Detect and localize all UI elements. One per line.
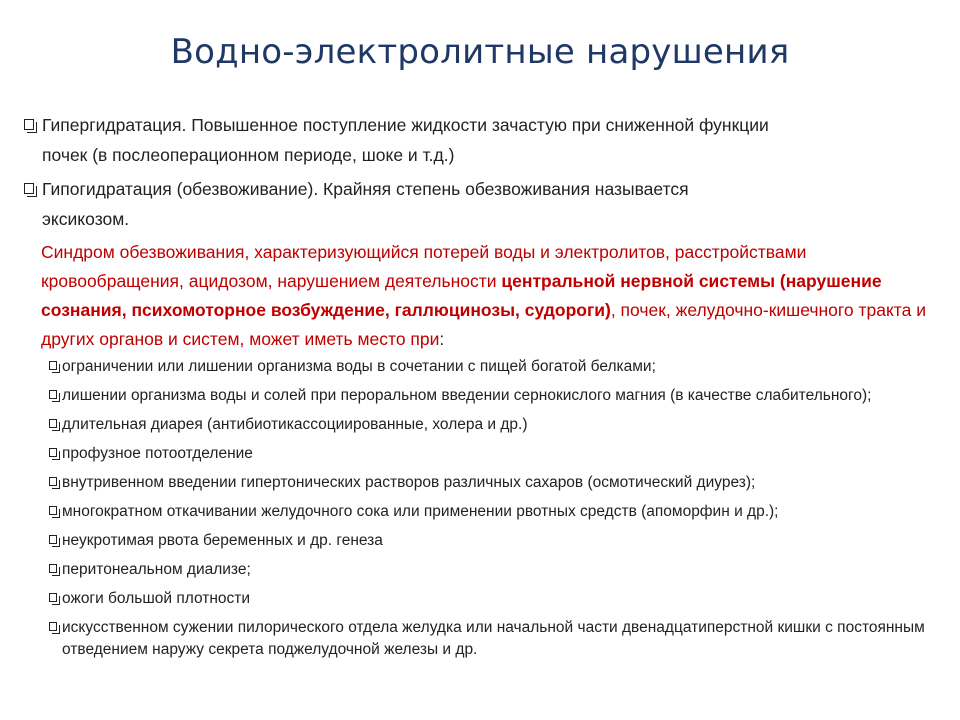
list-item — [48, 472, 947, 494]
bullet-text-line2: эксикозом. — [42, 209, 130, 229]
bullet-hypohydration — [22, 174, 947, 234]
checkbox-bullet-icon — [49, 564, 57, 573]
list-item-text: перитонеальном диализе; — [62, 561, 251, 578]
list-item-text: ограничении или лишении организма воды в сочетании с пищей богатой белками; — [62, 358, 656, 375]
checkbox-bullet-icon — [24, 119, 34, 130]
checkbox-bullet-icon — [49, 593, 57, 602]
list-item — [48, 559, 947, 581]
bullet-text-line1: Гипергидратация. Повышенное поступление жидкости зачастую при сниженной функции — [42, 115, 769, 135]
causes-list — [48, 356, 947, 661]
list-item-text: длительная диарея (антибиотикассоциированные, холера и др.) — [62, 416, 528, 433]
list-item — [48, 501, 947, 523]
bullet-text-line2: почек (в послеоперационном периоде, шоке и т.д.) — [42, 145, 455, 165]
checkbox-bullet-icon — [24, 183, 34, 194]
list-item — [48, 588, 947, 610]
list-item-text: ожоги большой плотности — [62, 590, 251, 607]
syndrome-text-part2: , почек, желудочно-кишечного тракта и других органов и систем, может иметь место при — [41, 300, 926, 349]
checkbox-bullet-icon — [49, 390, 57, 399]
list-item-text: профузное потоотделение — [62, 445, 253, 462]
checkbox-bullet-icon — [49, 419, 57, 428]
bullet-hyperhydration — [22, 110, 947, 170]
checkbox-bullet-icon — [49, 477, 57, 486]
checkbox-bullet-icon — [49, 506, 57, 515]
checkbox-bullet-icon — [49, 622, 57, 631]
list-item — [48, 530, 947, 552]
syndrome-paragraph — [41, 238, 947, 354]
syndrome-text-part1: Синдром обезвоживания, характеризующийся потерей воды и электролитов, расстройствами кровообращения, ацидозом, нарушением деятельности — [41, 242, 807, 291]
checkbox-bullet-icon — [49, 535, 57, 544]
checkbox-bullet-icon — [49, 361, 57, 370]
list-item — [48, 414, 947, 436]
page-title: Водно-электролитные нарушения — [170, 32, 790, 72]
syndrome-colon: : — [439, 329, 445, 349]
list-item — [48, 356, 947, 378]
list-item — [48, 617, 947, 661]
list-item-text: многократном откачивании желудочного сока или применении рвотных средств (апоморфин и др.); — [62, 503, 779, 520]
bullet-text-line1: Гипогидратация (обезвоживание). Крайняя степень обезвоживания называется — [42, 179, 689, 199]
list-item-text: искусственном сужении пилорического отдела желудка или начальной части двенадцатиперстной кишки с постоянным отведением наружу секрета поджелудочной железы и др. — [62, 619, 925, 658]
list-item-text: внутривенном введении гипертонических растворов различных сахаров (осмотический диурез); — [62, 474, 756, 491]
list-item — [48, 443, 947, 465]
list-item-text: неукротимая рвота беременных и др. генеза — [62, 532, 383, 549]
syndrome-text-bold: центральной нервной системы (нарушение сознания, психомоторное возбуждение, галлюцинозы, судороги) — [41, 271, 882, 320]
list-item-text: лишении организма воды и солей при пероральном введении сернокислого магния (в качестве слабительного); — [62, 387, 872, 404]
checkbox-bullet-icon — [49, 448, 57, 457]
list-item — [48, 385, 947, 407]
slide-content — [22, 110, 947, 668]
